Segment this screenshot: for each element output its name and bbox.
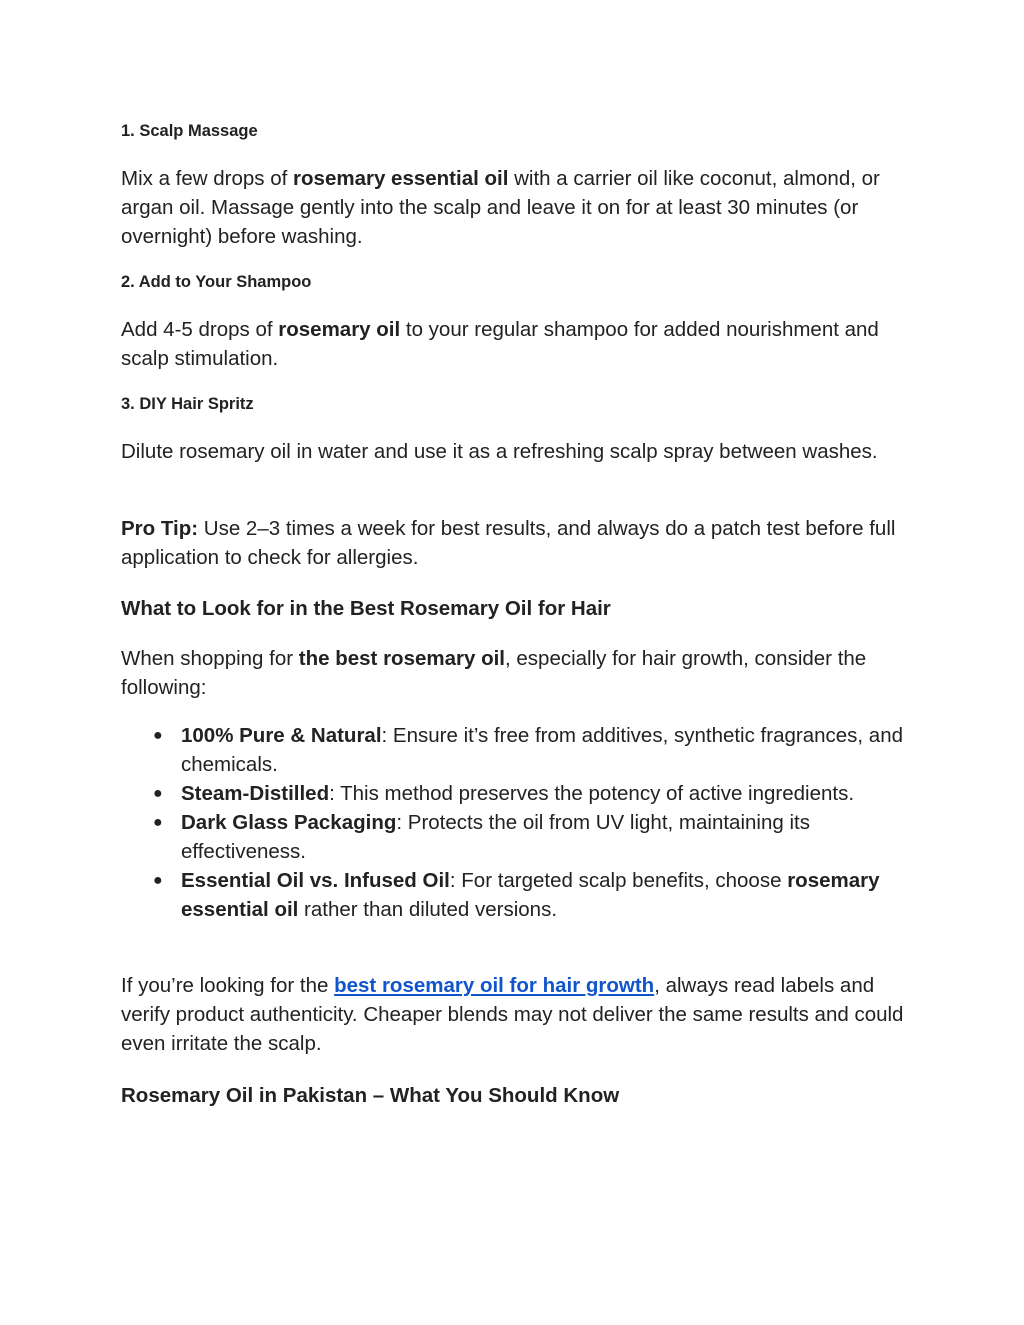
heading-rosemary-oil-pakistan: Rosemary Oil in Pakistan – What You Should Know <box>121 1084 620 1107</box>
list-item: ● Essential Oil vs. Infused Oil: For targeted scalp benefits, choose rosemary essential oil rather than diluted versions. <box>121 866 911 924</box>
list-item: ● Dark Glass Packaging: Protects the oil from UV light, maintaining its effectiveness. <box>121 808 911 866</box>
paragraph-diy-hair-spritz: Dilute rosemary oil in water and use it as a refreshing scalp spray between washes. <box>121 440 878 463</box>
paragraph-add-to-shampoo: Add 4-5 drops of rosemary oil to your regular shampoo for added nourishment and scalp stimulation. <box>121 318 879 370</box>
paragraph-closing: If you’re looking for the best rosemary oil for hair growth, always read labels and verify product authenticity. Cheaper blends may not deliver the same results and could even irritate the scalp. <box>121 974 904 1055</box>
bullet-icon: ● <box>153 785 163 802</box>
list-item: ● 100% Pure & Natural: Ensure it’s free from additives, synthetic fragrances, and chemicals. <box>121 721 911 779</box>
bullet-icon: ● <box>153 872 163 889</box>
best-rosemary-oil-link[interactable]: best rosemary oil for hair growth <box>334 974 655 997</box>
list-item: ● Steam-Distilled: This method preserves the potency of active ingredients. <box>121 779 911 808</box>
heading-diy-hair-spritz: 3. DIY Hair Spritz <box>121 395 254 413</box>
paragraph-what-to-look-for: When shopping for the best rosemary oil, especially for hair growth, consider the following: <box>121 647 867 699</box>
bullet-icon: ● <box>153 814 163 831</box>
pro-tip-label: Pro Tip: <box>121 517 199 540</box>
paragraph-scalp-massage: Mix a few drops of rosemary essential oil with a carrier oil like coconut, almond, or argan oil. Massage gently into the scalp and leave it on for at least 30 minutes (or overnight) before washing. <box>121 167 880 248</box>
bullet-icon: ● <box>153 727 163 744</box>
feature-bullet-list <box>121 721 911 924</box>
paragraph-pro-tip: Pro Tip: Use 2–3 times a week for best results, and always do a patch test before full application to check for allergies. <box>121 517 896 569</box>
heading-add-to-shampoo: 2. Add to Your Shampoo <box>121 273 312 291</box>
heading-scalp-massage: 1. Scalp Massage <box>121 122 258 140</box>
heading-what-to-look-for: What to Look for in the Best Rosemary Oil for Hair <box>121 597 611 620</box>
